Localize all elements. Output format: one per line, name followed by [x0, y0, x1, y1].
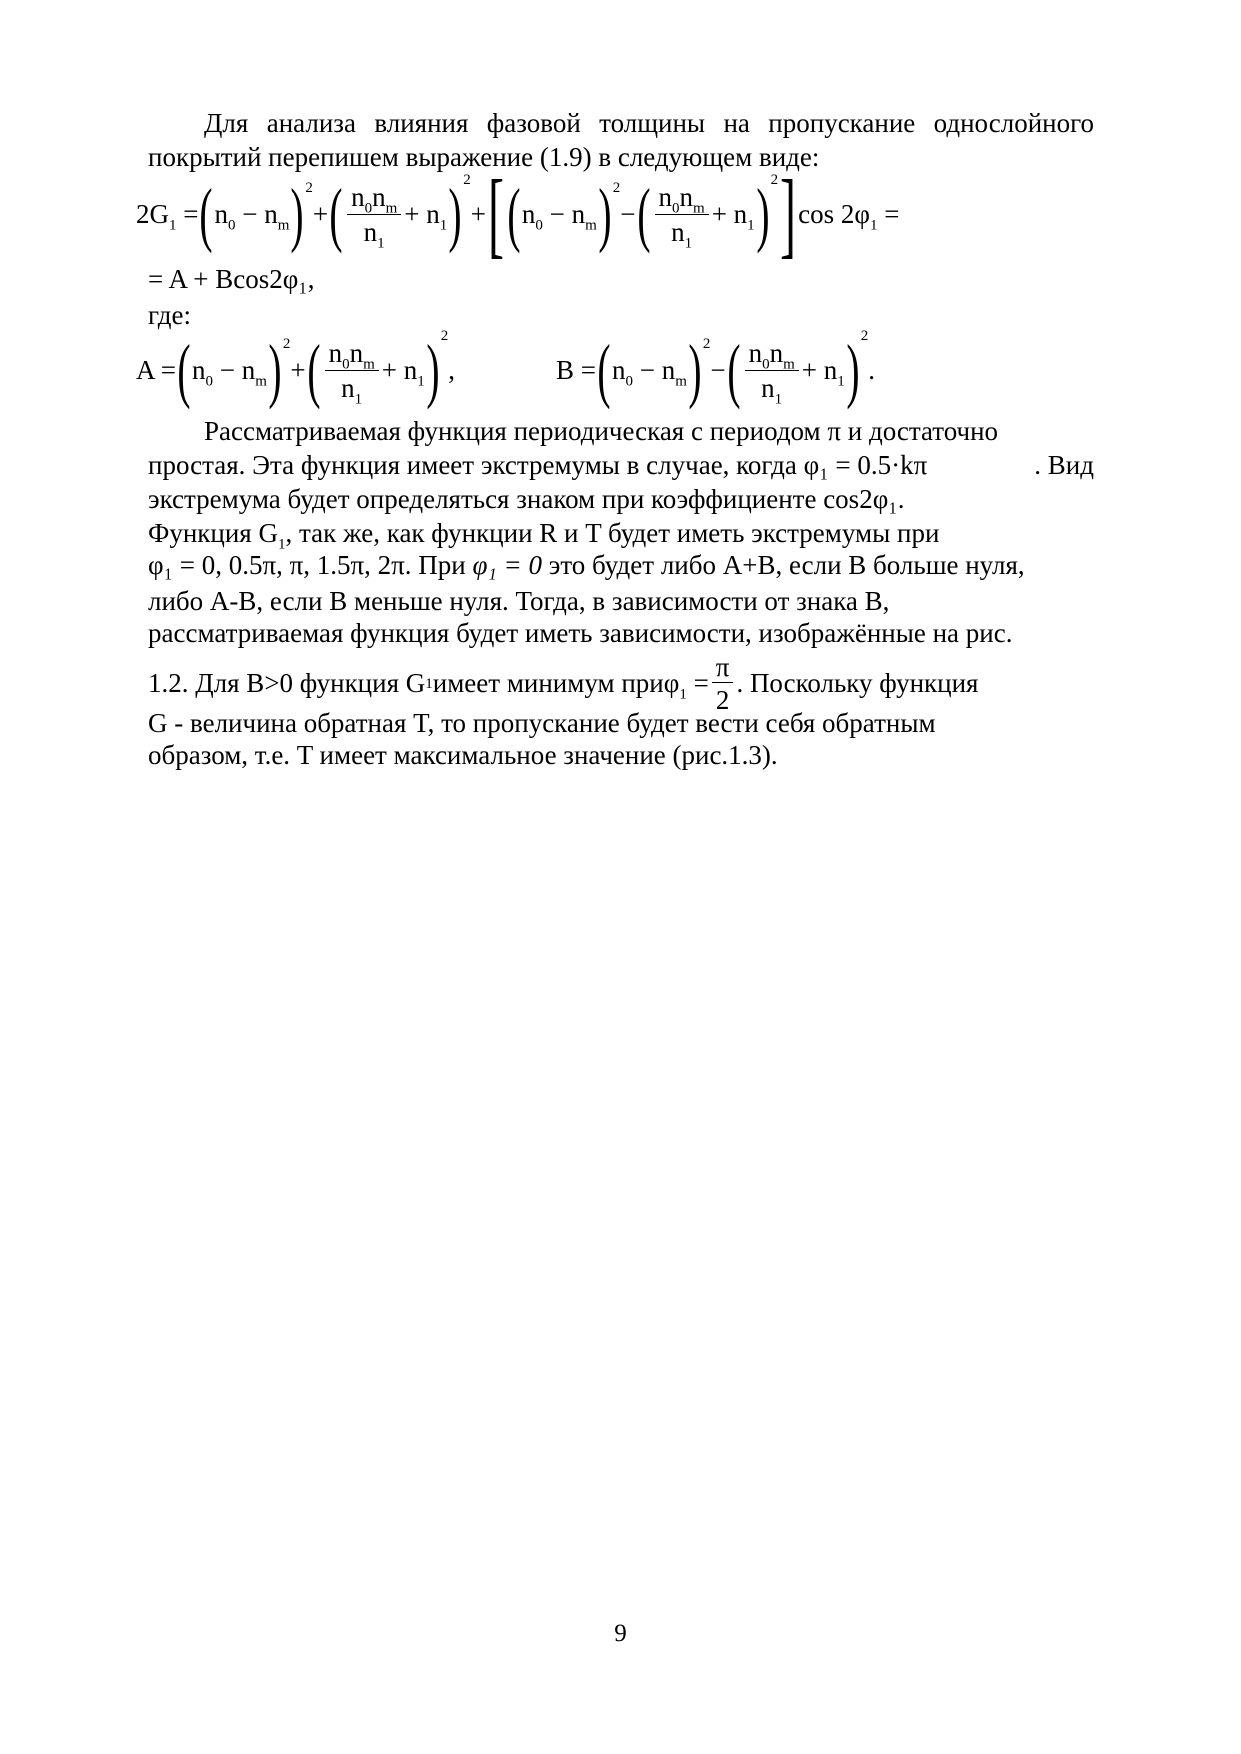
- phi-values: φ₁ = 0, 0.5π, π, 1.5π, 2π: [148, 550, 405, 580]
- where-label: где:: [148, 300, 191, 330]
- paragraph-intro: Для анализа влияния фазовой толщины на пропускание однослойного покрытий перепишем выражение (1.9) в следующем виде:: [148, 108, 1094, 172]
- p2-line-5: φ₁ = 0, 0.5π, π, 1.5π, 2π. При φ₁ = 0 это будет либо A+B, если B больше нуля,: [148, 550, 1025, 580]
- p2-line-7: рассматриваемая функция будет иметь зависимости, изображённые на рис.: [148, 618, 1013, 648]
- p2-line-4: Функция $G_1$, так же, как функции R и T будет иметь экстремумы при: [148, 518, 940, 553]
- phi-condition: φ₁ = 0.5·kπ: [803, 450, 928, 480]
- equation-a: $A =(n_0 - n_m)2+$( $\frac{n_0n_m}{n_1}$ + $n_1)2$,: [136, 327, 455, 410]
- page-number: 9: [614, 1620, 627, 1647]
- p2-line-3: экстремума будет определяться знаком при коэффициенте cos2φ₁.: [148, 484, 905, 514]
- equation-b: $B =(n_0 - n_m)2-$( $\frac{n_0n_m}{n_1}$ + $n_1)2$.: [556, 327, 875, 410]
- p2-line-1: Рассматриваемая функция периодическая с периодом π и достаточно: [204, 416, 999, 446]
- equation-continuation: = A + Bcos2φ₁,: [148, 264, 315, 294]
- p2-line-6: либо A-B, если B меньше нуля. Тогда, в зависимости от знака B,: [148, 586, 890, 616]
- cos-coefficient: cos2φ₁: [823, 484, 898, 514]
- p2-line-2: простая. Эта функция имеет экстремумы в случае, когда φ₁ = 0.5·kπ . Вид: [148, 450, 1094, 480]
- p2-line-10: образом, т.е. T имеет максимальное значение (рис.1.3).: [148, 740, 778, 770]
- equation-2g1: $2G_1 =(n_0 - n_m)2+$( $\frac{n_0n_m}{n_1}$ + $n_1)2+[(n_0 - n_m)2-$( $\frac{n_0n_m}{n_1}$ + $n_1)2]\cos$ $2\varphi_1$ =: [136, 160, 900, 267]
- p2-line-8: 1.2. Для B>0 функция G 1 имеет минимум при $\varphi_1$ = $\frac{\pi}{2}$ . Поскольку функция: [148, 652, 979, 715]
- phi-zero: φ₁ = 0: [472, 550, 543, 580]
- p2-line-9: G - величина обратная T, то пропускание будет вести себя обратным: [148, 708, 936, 738]
